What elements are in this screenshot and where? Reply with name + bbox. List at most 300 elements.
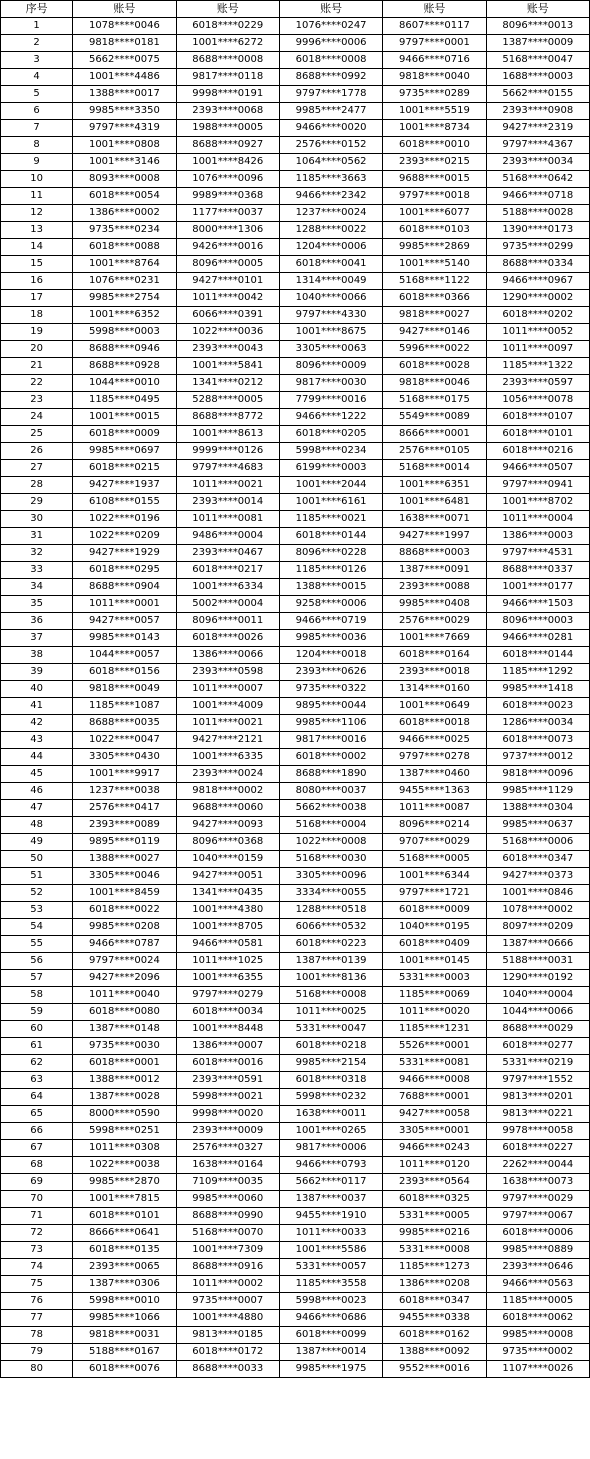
account-cell: 1040****0066 xyxy=(279,290,382,307)
account-cell: 5168****0047 xyxy=(486,52,589,69)
row-number-cell: 55 xyxy=(1,936,73,953)
account-cell: 6018****0076 xyxy=(73,1361,176,1378)
account-cell: 9466****0563 xyxy=(486,1276,589,1293)
account-cell: 9797****0029 xyxy=(486,1191,589,1208)
table-row xyxy=(1,664,590,681)
table-row xyxy=(1,1208,590,1225)
row-number-cell: 61 xyxy=(1,1038,73,1055)
table-row xyxy=(1,1157,590,1174)
account-cell: 6018****0010 xyxy=(383,137,486,154)
account-cell: 1001****6355 xyxy=(176,970,279,987)
account-cell: 5168****0005 xyxy=(383,851,486,868)
account-cell: 8868****0003 xyxy=(383,545,486,562)
row-number-cell: 35 xyxy=(1,596,73,613)
row-number-cell: 67 xyxy=(1,1140,73,1157)
account-cell: 9985****2869 xyxy=(383,239,486,256)
account-cell: 5998****0021 xyxy=(176,1089,279,1106)
account-cell: 9427****2096 xyxy=(73,970,176,987)
account-cell: 9985****0208 xyxy=(73,919,176,936)
row-number-cell: 48 xyxy=(1,817,73,834)
row-number-cell: 37 xyxy=(1,630,73,647)
header-account: 账号 xyxy=(486,1,589,18)
account-cell: 1638****0071 xyxy=(383,511,486,528)
row-number-cell: 60 xyxy=(1,1021,73,1038)
account-cell: 2393****0908 xyxy=(486,103,589,120)
account-cell: 1001****6077 xyxy=(383,205,486,222)
account-cell: 1185****1087 xyxy=(73,698,176,715)
table-row xyxy=(1,800,590,817)
table-row xyxy=(1,392,590,409)
account-cell: 1011****0052 xyxy=(486,324,589,341)
account-cell: 9985****2477 xyxy=(279,103,382,120)
account-cell: 3305****0046 xyxy=(73,868,176,885)
account-cell: 1076****0096 xyxy=(176,171,279,188)
row-number-cell: 6 xyxy=(1,103,73,120)
account-cell: 1001****6335 xyxy=(176,749,279,766)
row-number-cell: 14 xyxy=(1,239,73,256)
account-cell: 9985****0408 xyxy=(383,596,486,613)
account-cell: 9466****0718 xyxy=(486,188,589,205)
account-cell: 2393****0597 xyxy=(486,375,589,392)
table-row xyxy=(1,970,590,987)
account-cell: 1001****8459 xyxy=(73,885,176,902)
account-cell: 3305****0430 xyxy=(73,749,176,766)
row-number-cell: 64 xyxy=(1,1089,73,1106)
account-cell: 1001****5140 xyxy=(383,256,486,273)
account-cell: 1387****0139 xyxy=(279,953,382,970)
row-number-cell: 51 xyxy=(1,868,73,885)
account-cell: 1076****0231 xyxy=(73,273,176,290)
account-cell: 9427****0101 xyxy=(176,273,279,290)
account-cell: 8096****0011 xyxy=(176,613,279,630)
table-row xyxy=(1,1140,590,1157)
account-cell: 1001****7815 xyxy=(73,1191,176,1208)
account-cell: 1022****0209 xyxy=(73,528,176,545)
account-cell: 8000****1306 xyxy=(176,222,279,239)
row-number-cell: 50 xyxy=(1,851,73,868)
account-cell: 9985****1975 xyxy=(279,1361,382,1378)
row-number-cell: 75 xyxy=(1,1276,73,1293)
account-cell: 1386****0003 xyxy=(486,528,589,545)
table-row xyxy=(1,919,590,936)
account-cell: 9735****0030 xyxy=(73,1038,176,1055)
account-cell: 1386****0002 xyxy=(73,205,176,222)
account-cell: 6018****0318 xyxy=(279,1072,382,1089)
row-number-cell: 22 xyxy=(1,375,73,392)
table-row xyxy=(1,545,590,562)
account-cell: 8688****0916 xyxy=(176,1259,279,1276)
account-cell: 1288****0022 xyxy=(279,222,382,239)
account-cell: 6018****0016 xyxy=(176,1055,279,1072)
account-cell: 1185****0126 xyxy=(279,562,382,579)
account-cell: 1001****0265 xyxy=(279,1123,382,1140)
account-cell: 5168****0014 xyxy=(383,460,486,477)
account-cell: 6018****0144 xyxy=(486,647,589,664)
table-row xyxy=(1,579,590,596)
account-cell: 9797****4531 xyxy=(486,545,589,562)
table-row xyxy=(1,239,590,256)
table-row xyxy=(1,1293,590,1310)
account-cell: 1001****7309 xyxy=(176,1242,279,1259)
table-row xyxy=(1,409,590,426)
account-cell: 6018****0080 xyxy=(73,1004,176,1021)
row-number-cell: 65 xyxy=(1,1106,73,1123)
account-cell: 9797****0018 xyxy=(383,188,486,205)
account-cell: 6018****0218 xyxy=(279,1038,382,1055)
account-cell: 6018****0156 xyxy=(73,664,176,681)
account-cell: 9797****1552 xyxy=(486,1072,589,1089)
account-cell: 1387****0014 xyxy=(279,1344,382,1361)
account-cell: 5331****0008 xyxy=(383,1242,486,1259)
row-number-cell: 45 xyxy=(1,766,73,783)
table-row xyxy=(1,851,590,868)
table-row xyxy=(1,375,590,392)
account-cell: 2393****0065 xyxy=(73,1259,176,1276)
table-row xyxy=(1,1089,590,1106)
account-cell: 6018****0277 xyxy=(486,1038,589,1055)
row-number-cell: 16 xyxy=(1,273,73,290)
row-number-cell: 34 xyxy=(1,579,73,596)
account-cell: 8096****0214 xyxy=(383,817,486,834)
table-row xyxy=(1,1344,590,1361)
account-cell: 1001****6161 xyxy=(279,494,382,511)
table-row xyxy=(1,511,590,528)
account-cell: 1314****0160 xyxy=(383,681,486,698)
account-cell: 1022****0196 xyxy=(73,511,176,528)
account-cell: 6018****0229 xyxy=(176,18,279,35)
account-cell: 1040****0195 xyxy=(383,919,486,936)
account-cell: 9989****0368 xyxy=(176,188,279,205)
account-cell: 1638****0011 xyxy=(279,1106,382,1123)
account-cell: 1001****8764 xyxy=(73,256,176,273)
account-cell: 1387****0091 xyxy=(383,562,486,579)
account-cell: 5168****1122 xyxy=(383,273,486,290)
account-cell: 1185****1292 xyxy=(486,664,589,681)
account-cell: 5662****0155 xyxy=(486,86,589,103)
account-cell: 5168****0008 xyxy=(279,987,382,1004)
account-cell: 9735****0002 xyxy=(486,1344,589,1361)
account-cell: 9818****0049 xyxy=(73,681,176,698)
account-cell: 9427****0146 xyxy=(383,324,486,341)
account-cell: 1001****8734 xyxy=(383,120,486,137)
account-cell: 6018****0205 xyxy=(279,426,382,443)
account-cell: 2393****0626 xyxy=(279,664,382,681)
account-cell: 9985****0697 xyxy=(73,443,176,460)
account-cell: 5996****0022 xyxy=(383,341,486,358)
table-row xyxy=(1,987,590,1004)
account-cell: 9466****0581 xyxy=(176,936,279,953)
row-number-cell: 9 xyxy=(1,154,73,171)
header-account: 账号 xyxy=(279,1,382,18)
account-cell: 9818****0096 xyxy=(486,766,589,783)
account-cell: 1011****0042 xyxy=(176,290,279,307)
row-number-cell: 28 xyxy=(1,477,73,494)
account-cell: 9797****0279 xyxy=(176,987,279,1004)
account-cell: 6018****0026 xyxy=(176,630,279,647)
account-cell: 2393****0564 xyxy=(383,1174,486,1191)
account-cell: 8096****0003 xyxy=(486,613,589,630)
account-cell: 1638****0164 xyxy=(176,1157,279,1174)
account-cell: 2393****0598 xyxy=(176,664,279,681)
row-number-cell: 53 xyxy=(1,902,73,919)
table-row xyxy=(1,205,590,222)
table-row xyxy=(1,681,590,698)
row-number-cell: 33 xyxy=(1,562,73,579)
account-cell: 9813****0201 xyxy=(486,1089,589,1106)
account-cell: 9797****0024 xyxy=(73,953,176,970)
account-cell: 1022****0008 xyxy=(279,834,382,851)
account-cell: 6018****0215 xyxy=(73,460,176,477)
account-cell: 8688****0990 xyxy=(176,1208,279,1225)
account-cell: 1387****0009 xyxy=(486,35,589,52)
account-cell: 6018****0034 xyxy=(176,1004,279,1021)
account-cell: 9427****0051 xyxy=(176,868,279,885)
header-account: 账号 xyxy=(176,1,279,18)
account-cell: 2576****0417 xyxy=(73,800,176,817)
account-cell: 9427****1929 xyxy=(73,545,176,562)
table-row xyxy=(1,426,590,443)
account-cell: 9797****4319 xyxy=(73,120,176,137)
row-number-cell: 11 xyxy=(1,188,73,205)
account-cell: 1290****0192 xyxy=(486,970,589,987)
account-cell: 1044****0010 xyxy=(73,375,176,392)
account-cell: 6199****0003 xyxy=(279,460,382,477)
account-cell: 8096****0368 xyxy=(176,834,279,851)
account-cell: 9797****1778 xyxy=(279,86,382,103)
account-cell: 8688****0035 xyxy=(73,715,176,732)
account-cell: 9466****0793 xyxy=(279,1157,382,1174)
table-row xyxy=(1,273,590,290)
table-row xyxy=(1,834,590,851)
account-cell: 9985****0036 xyxy=(279,630,382,647)
account-cell: 9735****0007 xyxy=(176,1293,279,1310)
account-cell: 2262****0044 xyxy=(486,1157,589,1174)
account-cell: 8688****0337 xyxy=(486,562,589,579)
row-number-cell: 44 xyxy=(1,749,73,766)
row-number-cell: 54 xyxy=(1,919,73,936)
account-cell: 1185****1322 xyxy=(486,358,589,375)
account-cell: 6018****0223 xyxy=(279,936,382,953)
row-number-cell: 39 xyxy=(1,664,73,681)
account-cell: 9466****0719 xyxy=(279,613,382,630)
account-cell: 1040****0159 xyxy=(176,851,279,868)
account-cell: 5168****0006 xyxy=(486,834,589,851)
account-cell: 1204****0018 xyxy=(279,647,382,664)
row-number-cell: 3 xyxy=(1,52,73,69)
table-row xyxy=(1,766,590,783)
row-number-cell: 1 xyxy=(1,18,73,35)
account-cell: 6018****0101 xyxy=(73,1208,176,1225)
table-row xyxy=(1,69,590,86)
account-cell: 8688****0029 xyxy=(486,1021,589,1038)
account-cell: 9466****0025 xyxy=(383,732,486,749)
table-row xyxy=(1,885,590,902)
account-cell: 9466****0967 xyxy=(486,273,589,290)
row-number-cell: 24 xyxy=(1,409,73,426)
row-number-cell: 38 xyxy=(1,647,73,664)
account-cell: 9466****0008 xyxy=(383,1072,486,1089)
account-cell: 8688****0946 xyxy=(73,341,176,358)
account-cell: 6018****0325 xyxy=(383,1191,486,1208)
account-cell: 5188****0031 xyxy=(486,953,589,970)
account-cell: 1001****5586 xyxy=(279,1242,382,1259)
account-cell: 1388****0304 xyxy=(486,800,589,817)
row-number-cell: 36 xyxy=(1,613,73,630)
account-cell: 6066****0532 xyxy=(279,919,382,936)
table-row xyxy=(1,86,590,103)
row-number-cell: 29 xyxy=(1,494,73,511)
account-cell: 9985****1106 xyxy=(279,715,382,732)
account-cell: 9737****0012 xyxy=(486,749,589,766)
account-cell: 1001****0808 xyxy=(73,137,176,154)
account-cell: 1204****0006 xyxy=(279,239,382,256)
account-cell: 1011****0001 xyxy=(73,596,176,613)
row-number-cell: 71 xyxy=(1,1208,73,1225)
account-cell: 5168****0030 xyxy=(279,851,382,868)
account-cell: 2393****0646 xyxy=(486,1259,589,1276)
table-row xyxy=(1,154,590,171)
account-cell: 9427****0057 xyxy=(73,613,176,630)
account-cell: 6066****0391 xyxy=(176,307,279,324)
account-cell: 1286****0034 xyxy=(486,715,589,732)
account-cell: 2393****0024 xyxy=(176,766,279,783)
account-cell: 6018****0103 xyxy=(383,222,486,239)
table-row xyxy=(1,596,590,613)
account-cell: 6018****0162 xyxy=(383,1327,486,1344)
table-row xyxy=(1,1106,590,1123)
row-number-cell: 52 xyxy=(1,885,73,902)
account-cell: 2393****0034 xyxy=(486,154,589,171)
account-cell: 6018****0217 xyxy=(176,562,279,579)
account-cell: 6018****0002 xyxy=(279,749,382,766)
account-cell: 6018****0172 xyxy=(176,1344,279,1361)
account-cell: 1040****0004 xyxy=(486,987,589,1004)
table-row xyxy=(1,528,590,545)
account-cell: 9552****0016 xyxy=(383,1361,486,1378)
account-cell: 9985****3350 xyxy=(73,103,176,120)
account-cell: 2576****0029 xyxy=(383,613,486,630)
account-cell: 6018****0028 xyxy=(383,358,486,375)
account-cell: 9427****0093 xyxy=(176,817,279,834)
account-cell: 9466****0686 xyxy=(279,1310,382,1327)
account-cell: 9466****0716 xyxy=(383,52,486,69)
account-cell: 1185****0069 xyxy=(383,987,486,1004)
table-row xyxy=(1,817,590,834)
table-row xyxy=(1,256,590,273)
account-cell: 6018****0135 xyxy=(73,1242,176,1259)
account-cell: 1001****5519 xyxy=(383,103,486,120)
account-cell: 8688****0334 xyxy=(486,256,589,273)
account-cell: 6018****0202 xyxy=(486,307,589,324)
table-row xyxy=(1,307,590,324)
account-cell: 6018****0088 xyxy=(73,239,176,256)
account-cell: 9895****0044 xyxy=(279,698,382,715)
account-cell: 9455****1910 xyxy=(279,1208,382,1225)
account-cell: 5662****0117 xyxy=(279,1174,382,1191)
account-cell: 1386****0208 xyxy=(383,1276,486,1293)
table-row xyxy=(1,52,590,69)
account-cell: 1387****0028 xyxy=(73,1089,176,1106)
table-row xyxy=(1,1038,590,1055)
account-cell: 2576****0327 xyxy=(176,1140,279,1157)
account-cell: 6018****0366 xyxy=(383,290,486,307)
row-number-cell: 10 xyxy=(1,171,73,188)
row-number-cell: 13 xyxy=(1,222,73,239)
table-row xyxy=(1,35,590,52)
account-cell: 1022****0047 xyxy=(73,732,176,749)
account-cell: 5998****0003 xyxy=(73,324,176,341)
account-cell: 5288****0005 xyxy=(176,392,279,409)
account-cell: 1341****0212 xyxy=(176,375,279,392)
account-cell: 1638****0073 xyxy=(486,1174,589,1191)
account-cell: 8688****0992 xyxy=(279,69,382,86)
account-cell: 9427****2121 xyxy=(176,732,279,749)
account-cell: 1388****0012 xyxy=(73,1072,176,1089)
table-row xyxy=(1,1174,590,1191)
row-number-cell: 58 xyxy=(1,987,73,1004)
account-cell: 1185****0005 xyxy=(486,1293,589,1310)
account-cell: 1011****0002 xyxy=(176,1276,279,1293)
account-cell: 1387****0037 xyxy=(279,1191,382,1208)
account-cell: 2393****0043 xyxy=(176,341,279,358)
account-cell: 1185****1273 xyxy=(383,1259,486,1276)
account-cell: 8688****1890 xyxy=(279,766,382,783)
account-cell: 1011****0120 xyxy=(383,1157,486,1174)
account-cell: 8688****0033 xyxy=(176,1361,279,1378)
row-number-cell: 19 xyxy=(1,324,73,341)
account-cell: 2393****0088 xyxy=(383,579,486,596)
account-cell: 9998****0191 xyxy=(176,86,279,103)
row-number-cell: 69 xyxy=(1,1174,73,1191)
account-cell: 6018****0041 xyxy=(279,256,382,273)
account-cell: 8666****0001 xyxy=(383,426,486,443)
row-number-cell: 74 xyxy=(1,1259,73,1276)
account-cell: 1001****0145 xyxy=(383,953,486,970)
account-cell: 1388****0017 xyxy=(73,86,176,103)
account-cell: 6018****0216 xyxy=(486,443,589,460)
account-cell: 9985****0889 xyxy=(486,1242,589,1259)
table-row xyxy=(1,1055,590,1072)
account-cell: 9985****0008 xyxy=(486,1327,589,1344)
account-cell: 1001****0015 xyxy=(73,409,176,426)
account-cell: 1044****0057 xyxy=(73,647,176,664)
account-cell: 2393****0068 xyxy=(176,103,279,120)
row-number-cell: 7 xyxy=(1,120,73,137)
account-cell: 5188****0028 xyxy=(486,205,589,222)
account-cell: 9258****0006 xyxy=(279,596,382,613)
account-cell: 5188****0167 xyxy=(73,1344,176,1361)
account-cell: 1290****0002 xyxy=(486,290,589,307)
account-cell: 6018****0022 xyxy=(73,902,176,919)
account-cell: 9817****0016 xyxy=(279,732,382,749)
account-cell: 5998****0234 xyxy=(279,443,382,460)
account-cell: 9466****0507 xyxy=(486,460,589,477)
table-row xyxy=(1,443,590,460)
account-cell: 1011****0308 xyxy=(73,1140,176,1157)
account-cell: 6018****0099 xyxy=(279,1327,382,1344)
account-cell: 2393****0009 xyxy=(176,1123,279,1140)
table-row xyxy=(1,1276,590,1293)
row-number-cell: 56 xyxy=(1,953,73,970)
account-cell: 9985****1418 xyxy=(486,681,589,698)
account-cell: 1001****8705 xyxy=(176,919,279,936)
account-cell: 1288****0518 xyxy=(279,902,382,919)
account-cell: 6018****0054 xyxy=(73,188,176,205)
account-cell: 1011****0020 xyxy=(383,1004,486,1021)
account-cell: 9978****0058 xyxy=(486,1123,589,1140)
account-cell: 9996****0006 xyxy=(279,35,382,52)
table-row xyxy=(1,358,590,375)
